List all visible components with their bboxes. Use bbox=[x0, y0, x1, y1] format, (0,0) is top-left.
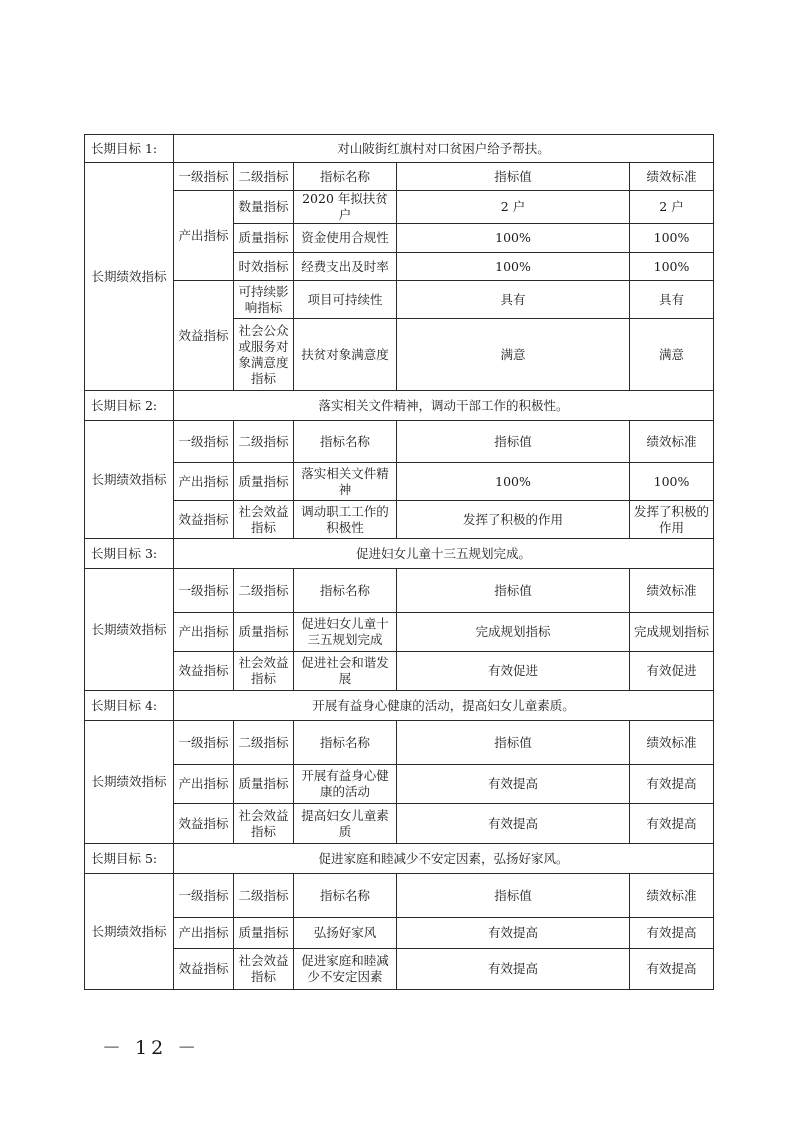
goal-3-header-row bbox=[85, 569, 714, 613]
indicator-value-cell: 具有 bbox=[397, 281, 630, 319]
indicator-name-cell: 扶贫对象满意度 bbox=[294, 319, 397, 391]
indicator-name-cell: 落实相关文件精神 bbox=[294, 463, 397, 501]
goal-2-text: 落实相关文件精神，调动干部工作的积极性。 bbox=[174, 391, 714, 421]
goal-2-header-row bbox=[85, 421, 714, 463]
goal-5-section-label: 长期绩效指标 bbox=[85, 874, 174, 990]
table-row bbox=[85, 949, 714, 990]
indicator-name-cell: 开展有益身心健康的活动 bbox=[294, 765, 397, 804]
level2-cell: 社会效益指标 bbox=[234, 652, 294, 691]
header-level2: 二级指标 bbox=[234, 874, 294, 918]
header-indicator-name: 指标名称 bbox=[294, 721, 397, 765]
indicator-value-cell: 有效提高 bbox=[397, 804, 630, 844]
header-level1: 一级指标 bbox=[174, 874, 234, 918]
standard-cell: 100% bbox=[630, 463, 714, 501]
goal-5-header-row bbox=[85, 874, 714, 918]
header-performance-standard: 绩效标准 bbox=[630, 874, 714, 918]
indicator-value-cell: 有效提高 bbox=[397, 949, 630, 990]
indicator-name-cell: 资金使用合规性 bbox=[294, 224, 397, 253]
goal-2-output-label: 产出指标 bbox=[174, 463, 234, 501]
indicator-value-cell: 发挥了积极的作用 bbox=[397, 501, 630, 539]
table-row bbox=[85, 918, 714, 949]
goal-4-text: 开展有益身心健康的活动，提高妇女儿童素质。 bbox=[174, 691, 714, 721]
goal-4-row bbox=[85, 691, 714, 721]
header-level2: 二级指标 bbox=[234, 163, 294, 191]
indicator-name-cell: 项目可持续性 bbox=[294, 281, 397, 319]
header-indicator-name: 指标名称 bbox=[294, 163, 397, 191]
standard-cell: 具有 bbox=[630, 281, 714, 319]
standard-cell: 有效提高 bbox=[630, 765, 714, 804]
standard-cell: 满意 bbox=[630, 319, 714, 391]
goal-2-section-label: 长期绩效指标 bbox=[85, 421, 174, 539]
page-number: － 12 － bbox=[102, 1037, 201, 1059]
table-row bbox=[85, 804, 714, 844]
goal-3-section-label: 长期绩效指标 bbox=[85, 569, 174, 691]
header-indicator-name: 指标名称 bbox=[294, 421, 397, 463]
standard-cell: 100% bbox=[630, 224, 714, 253]
level2-cell: 社会效益指标 bbox=[234, 804, 294, 844]
table-row bbox=[85, 765, 714, 804]
level2-cell: 质量指标 bbox=[234, 918, 294, 949]
header-level1: 一级指标 bbox=[174, 569, 234, 613]
header-indicator-name: 指标名称 bbox=[294, 569, 397, 613]
goal-1-benefit-label: 效益指标 bbox=[174, 281, 234, 391]
header-level2: 二级指标 bbox=[234, 421, 294, 463]
header-indicator-value: 指标值 bbox=[397, 874, 630, 918]
header-level1: 一级指标 bbox=[174, 421, 234, 463]
goal-1-row bbox=[85, 135, 714, 163]
table-row bbox=[85, 501, 714, 539]
indicator-name-cell: 提高妇女儿童素质 bbox=[294, 804, 397, 844]
indicator-name-cell: 促进妇女儿童十三五规划完成 bbox=[294, 613, 397, 652]
standard-cell: 有效提高 bbox=[630, 949, 714, 990]
goal-5-text: 促进家庭和睦减少不安定因素，弘扬好家风。 bbox=[174, 844, 714, 874]
goal-2-row bbox=[85, 391, 714, 421]
indicator-name-cell: 促进社会和谐发展 bbox=[294, 652, 397, 691]
table-row bbox=[85, 191, 714, 224]
level2-cell: 质量指标 bbox=[234, 224, 294, 253]
indicator-value-cell: 满意 bbox=[397, 319, 630, 391]
header-performance-standard: 绩效标准 bbox=[630, 569, 714, 613]
indicator-value-cell: 完成规划指标 bbox=[397, 613, 630, 652]
header-level1: 一级指标 bbox=[174, 163, 234, 191]
goal-1-header-row bbox=[85, 163, 714, 191]
level2-cell: 社会公众或服务对象满意度指标 bbox=[234, 319, 294, 391]
goal-5-row bbox=[85, 844, 714, 874]
indicator-value-cell: 2 户 bbox=[397, 191, 630, 224]
goal-3-output-label: 产出指标 bbox=[174, 613, 234, 652]
standard-cell: 发挥了积极的作用 bbox=[630, 501, 714, 539]
indicator-value-cell: 有效提高 bbox=[397, 918, 630, 949]
header-level1: 一级指标 bbox=[174, 721, 234, 765]
indicator-value-cell: 有效促进 bbox=[397, 652, 630, 691]
goal-3-label: 长期目标 3: bbox=[85, 539, 174, 569]
header-performance-standard: 绩效标准 bbox=[630, 421, 714, 463]
indicator-value-cell: 有效提高 bbox=[397, 765, 630, 804]
indicator-name-cell: 调动职工工作的积极性 bbox=[294, 501, 397, 539]
table-row bbox=[85, 281, 714, 319]
header-performance-standard: 绩效标准 bbox=[630, 721, 714, 765]
level2-cell: 时效指标 bbox=[234, 253, 294, 281]
goal-4-label: 长期目标 4: bbox=[85, 691, 174, 721]
indicator-name-cell: 促进家庭和睦减少不安定因素 bbox=[294, 949, 397, 990]
table-row bbox=[85, 613, 714, 652]
goal-4-section-label: 长期绩效指标 bbox=[85, 721, 174, 844]
header-indicator-value: 指标值 bbox=[397, 421, 630, 463]
goal-1-label: 长期目标 1: bbox=[85, 135, 174, 163]
goal-4-benefit-label: 效益指标 bbox=[174, 804, 234, 844]
header-indicator-name: 指标名称 bbox=[294, 874, 397, 918]
goal-5-output-label: 产出指标 bbox=[174, 918, 234, 949]
level2-cell: 可持续影响指标 bbox=[234, 281, 294, 319]
header-level2: 二级指标 bbox=[234, 569, 294, 613]
level2-cell: 数量指标 bbox=[234, 191, 294, 224]
table-row bbox=[85, 652, 714, 691]
level2-cell: 质量指标 bbox=[234, 613, 294, 652]
standard-cell: 有效提高 bbox=[630, 804, 714, 844]
indicator-value-cell: 100% bbox=[397, 253, 630, 281]
level2-cell: 社会效益指标 bbox=[234, 949, 294, 990]
table-row bbox=[85, 463, 714, 501]
standard-cell: 完成规划指标 bbox=[630, 613, 714, 652]
indicator-value-cell: 100% bbox=[397, 463, 630, 501]
goal-1-output-label: 产出指标 bbox=[174, 191, 234, 281]
header-level2: 二级指标 bbox=[234, 721, 294, 765]
standard-cell: 有效提高 bbox=[630, 918, 714, 949]
header-indicator-value: 指标值 bbox=[397, 569, 630, 613]
goal-4-output-label: 产出指标 bbox=[174, 765, 234, 804]
indicator-value-cell: 100% bbox=[397, 224, 630, 253]
goal-3-row bbox=[85, 539, 714, 569]
goal-3-text: 促进妇女儿童十三五规划完成。 bbox=[174, 539, 714, 569]
indicator-name-cell: 弘扬好家风 bbox=[294, 918, 397, 949]
indicator-name-cell: 2020 年拟扶贫户 bbox=[294, 191, 397, 224]
standard-cell: 有效促进 bbox=[630, 652, 714, 691]
goal-1-section-label: 长期绩效指标 bbox=[85, 163, 174, 391]
standard-cell: 2 户 bbox=[630, 191, 714, 224]
goal-1-text: 对山陂街红旗村对口贫困户给予帮扶。 bbox=[174, 135, 714, 163]
goal-2-label: 长期目标 2: bbox=[85, 391, 174, 421]
goal-4-header-row bbox=[85, 721, 714, 765]
standard-cell: 100% bbox=[630, 253, 714, 281]
performance-indicator-table bbox=[84, 134, 714, 990]
level2-cell: 质量指标 bbox=[234, 765, 294, 804]
header-performance-standard: 绩效标准 bbox=[630, 163, 714, 191]
header-indicator-value: 指标值 bbox=[397, 721, 630, 765]
goal-3-benefit-label: 效益指标 bbox=[174, 652, 234, 691]
level2-cell: 社会效益指标 bbox=[234, 501, 294, 539]
goal-5-label: 长期目标 5: bbox=[85, 844, 174, 874]
level2-cell: 质量指标 bbox=[234, 463, 294, 501]
goal-2-benefit-label: 效益指标 bbox=[174, 501, 234, 539]
header-indicator-value: 指标值 bbox=[397, 163, 630, 191]
indicator-name-cell: 经费支出及时率 bbox=[294, 253, 397, 281]
goal-5-benefit-label: 效益指标 bbox=[174, 949, 234, 990]
